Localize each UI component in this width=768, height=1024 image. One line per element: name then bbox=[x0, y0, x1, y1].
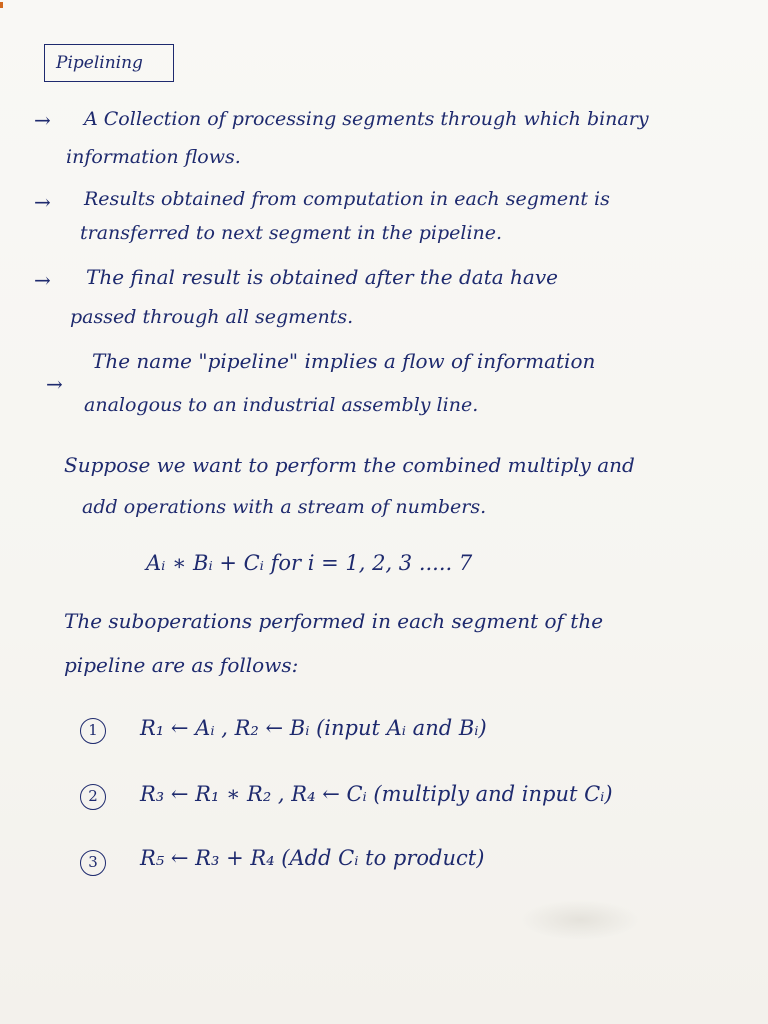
page-corner-mark bbox=[0, 2, 3, 8]
bullet-4-line-1: The name "pipeline" implies a flow of information bbox=[92, 349, 596, 373]
subops-line-1: The suboperations performed in each segment of the bbox=[64, 609, 604, 633]
bullet-1-line-1: A Collection of processing segments through which binary bbox=[84, 108, 649, 130]
step-number-badge: 3 bbox=[80, 850, 106, 876]
bullet-2-line-1: Results obtained from computation in each segment is bbox=[84, 188, 610, 210]
bleed-through-smudge bbox=[520, 900, 640, 940]
suppose-line-2: add operations with a stream of numbers. bbox=[82, 496, 487, 518]
equation: Aᵢ ∗ Bᵢ + Cᵢ for i = 1, 2, 3 ..... 7 bbox=[146, 551, 473, 575]
subops-line-2: pipeline are as follows: bbox=[64, 653, 299, 677]
arrow-icon: → bbox=[34, 108, 51, 132]
bullet-4-line-2: analogous to an industrial assembly line. bbox=[84, 394, 479, 416]
arrow-icon: → bbox=[34, 268, 51, 292]
arrow-icon: → bbox=[46, 372, 63, 396]
bullet-3-line-1: The final result is obtained after the data have bbox=[86, 265, 558, 289]
step-number-badge: 2 bbox=[80, 784, 106, 810]
step-number-badge: 1 bbox=[80, 718, 106, 744]
bullet-3-line-2: passed through all segments. bbox=[70, 306, 354, 328]
arrow-icon: → bbox=[34, 190, 51, 214]
suppose-line-1: Suppose we want to perform the combined multiply and bbox=[64, 453, 635, 477]
step-1-text: R₁ ← Aᵢ , R₂ ← Bᵢ (input Aᵢ and Bᵢ) bbox=[140, 716, 487, 740]
bullet-1-line-2: information flows. bbox=[66, 146, 241, 168]
step-2-text: R₃ ← R₁ ∗ R₂ , R₄ ← Cᵢ (multiply and input Cᵢ) bbox=[140, 782, 613, 806]
bullet-2-line-2: transferred to next segment in the pipeline. bbox=[80, 222, 503, 244]
page-title: Pipelining bbox=[56, 53, 143, 73]
step-3-text: R₅ ← R₃ + R₄ (Add Cᵢ to product) bbox=[140, 846, 485, 870]
